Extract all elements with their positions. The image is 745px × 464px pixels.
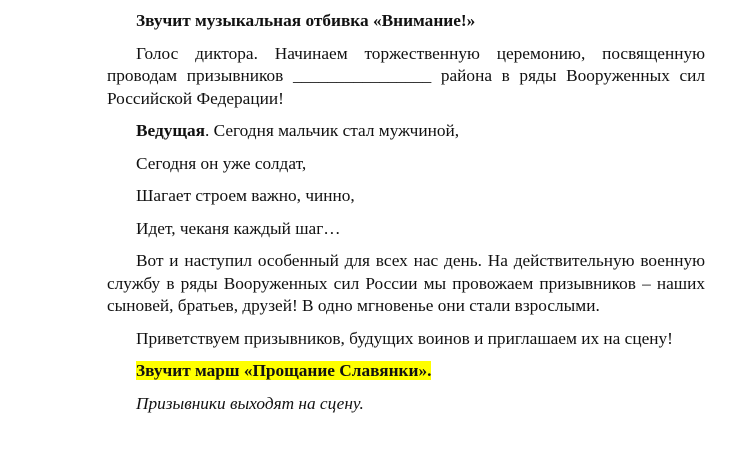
host-line-1-text: . Сегодня мальчик стал мужчиной,: [204, 121, 460, 140]
announcer-text-a: Голос диктора. Начинаем торжественную церемонию, посвященную проводам призывников: [107, 43, 705, 85]
stage-direction-exit: Призывники выходят на сцену.: [136, 393, 364, 413]
district-blank: ________________: [292, 66, 432, 85]
speech-paragraph: Вот и наступил особенный для всех нас день. На действительную военную службу в ряды Вооруженных сил России мы провожаем призывников – наших сыновей, братьев, друзей! В одно мгновенье они стали взрослыми.: [107, 251, 705, 315]
welcome-paragraph: Приветствуем призывников, будущих воинов и приглашаем их на сцену!: [136, 328, 673, 348]
announcer-text-b: района в ряды Вооруженных сил Российской Федерации!: [107, 66, 706, 108]
host-line-1: [107, 120, 705, 143]
stage-direction-attention: Звучит музыкальная отбивка «Внимание!»: [136, 11, 476, 30]
host-line-4: Идет, чеканя каждый шаг…: [136, 218, 341, 238]
host-line-2: Сегодня он уже солдат,: [136, 153, 307, 173]
host-line-3: Шагает строем важно, чинно,: [136, 186, 355, 205]
document-body: [107, 10, 705, 415]
announcer-paragraph: [107, 43, 705, 111]
stage-direction-march: [107, 360, 705, 383]
highlighted-march: Звучит марш «Прощание Славянки».: [136, 361, 432, 380]
speaker-label: Ведущая: [136, 121, 205, 140]
